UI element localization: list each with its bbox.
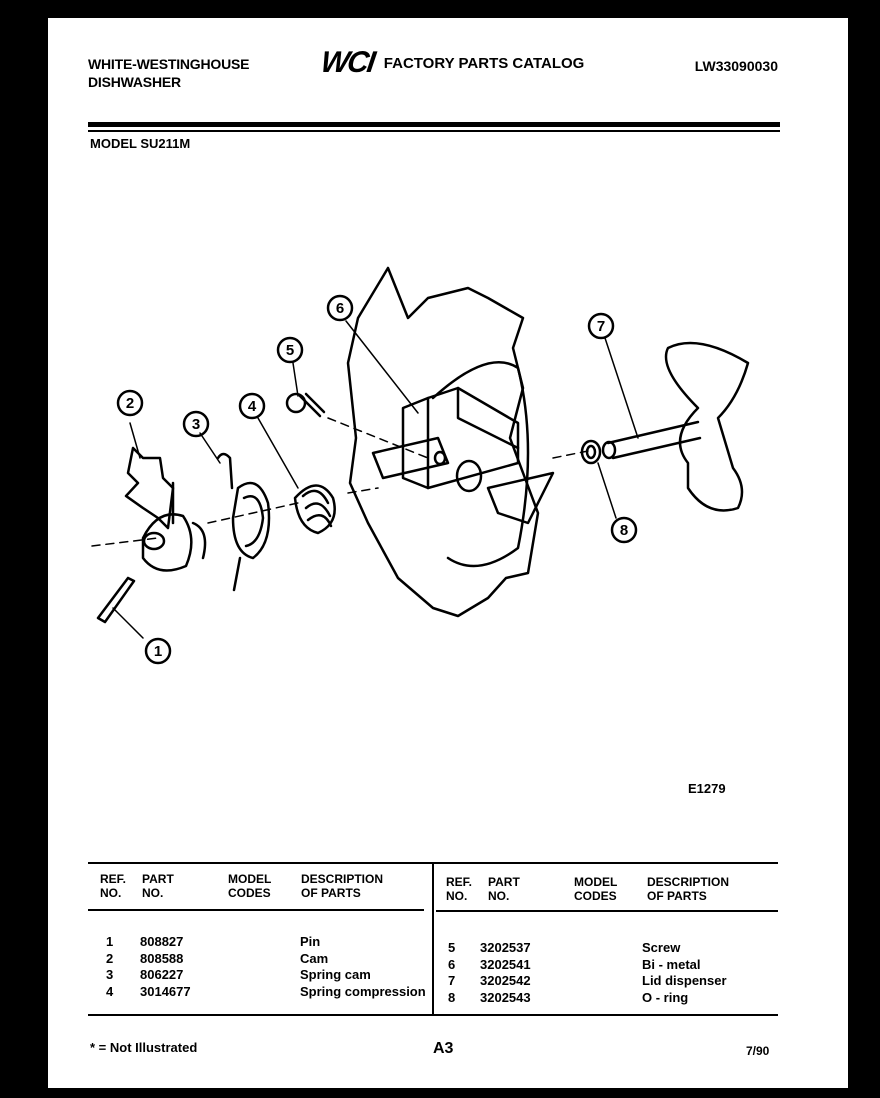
table-header-rule-right bbox=[436, 910, 778, 912]
left-part-column bbox=[140, 934, 191, 1000]
table-row: Bi - metal bbox=[642, 956, 701, 972]
hdr-ref-left: REF. NO. bbox=[100, 872, 127, 900]
callout-6: 6 bbox=[335, 300, 345, 317]
callout-1: 1 bbox=[153, 643, 163, 660]
product-type: DISHWASHER bbox=[88, 74, 181, 90]
model-number: MODEL SU211M bbox=[90, 136, 191, 151]
right-part-column bbox=[480, 940, 531, 1006]
exploded-parts-diagram bbox=[48, 18, 848, 778]
callout-5: 5 bbox=[285, 342, 295, 359]
revision-date: 7/90 bbox=[746, 1044, 770, 1058]
table-row: 3014677 bbox=[140, 983, 191, 999]
table-row: 4 bbox=[106, 983, 114, 999]
hdr-part-left: PART NO. bbox=[142, 872, 174, 900]
callout-2: 2 bbox=[125, 395, 135, 412]
table-column-divider bbox=[432, 862, 434, 1014]
hdr-codes-left: MODEL CODES bbox=[228, 872, 272, 900]
wci-logo: WCI bbox=[318, 46, 376, 79]
table-row: 5 bbox=[448, 940, 456, 955]
hdr-desc-left: DESCRIPTION OF PARTS bbox=[301, 872, 384, 900]
table-row: 6 bbox=[448, 956, 456, 972]
hdr-part-right: PART NO. bbox=[488, 875, 520, 903]
hdr-desc-right: DESCRIPTION OF PARTS bbox=[647, 875, 730, 903]
table-bottom-rule bbox=[88, 1014, 778, 1016]
callout-8: 8 bbox=[619, 522, 629, 539]
spring-cam bbox=[218, 454, 232, 488]
table-row: Cam bbox=[300, 950, 329, 966]
table-row: 808827 bbox=[140, 934, 184, 949]
lid-dispenser-shaft bbox=[608, 422, 700, 458]
table-row: 808588 bbox=[140, 950, 184, 966]
pin bbox=[98, 578, 134, 622]
table-row: 3202537 bbox=[480, 940, 531, 955]
catalog-title: FACTORY PARTS CATALOG bbox=[383, 54, 585, 72]
dispenser-plate bbox=[348, 268, 538, 616]
table-row: 3202542 bbox=[480, 973, 531, 988]
not-illustrated-note: * = Not Illustrated bbox=[90, 1040, 198, 1055]
table-row: 7 bbox=[448, 973, 456, 988]
table-row: O - ring bbox=[642, 989, 689, 1005]
table-row: 3 bbox=[106, 967, 114, 982]
table-row: 1 bbox=[106, 934, 114, 949]
spring-compression bbox=[295, 486, 335, 534]
table-row: 8 bbox=[448, 989, 456, 1005]
catalog-page bbox=[48, 18, 848, 1088]
table-row: Lid dispenser bbox=[642, 973, 727, 988]
catalog-number: LW33090030 bbox=[694, 58, 778, 74]
table-row: 806227 bbox=[140, 967, 184, 982]
page-number: A3 bbox=[433, 1040, 454, 1057]
callout-7: 7 bbox=[596, 318, 606, 335]
figure-code: E1279 bbox=[688, 781, 726, 796]
table-row: Spring compression bbox=[300, 983, 426, 999]
table-row: 3202541 bbox=[480, 956, 531, 972]
table-row: 3202543 bbox=[480, 989, 531, 1005]
left-desc-column bbox=[300, 934, 426, 1000]
callout-4: 4 bbox=[247, 398, 257, 415]
right-desc-column bbox=[642, 940, 727, 1006]
table-header-rule-left bbox=[88, 909, 424, 911]
right-ref-column bbox=[448, 940, 455, 1006]
table-row: Pin bbox=[300, 934, 321, 949]
callout-3: 3 bbox=[191, 416, 201, 433]
table-row: Screw bbox=[642, 940, 681, 955]
hdr-ref-right: REF. NO. bbox=[446, 875, 473, 903]
left-ref-column bbox=[106, 934, 113, 1000]
table-row: 2 bbox=[106, 950, 114, 966]
hdr-codes-right: MODEL CODES bbox=[574, 875, 618, 903]
brand-name: WHITE-WESTINGHOUSE bbox=[88, 56, 250, 72]
table-row: Spring cam bbox=[300, 967, 371, 982]
